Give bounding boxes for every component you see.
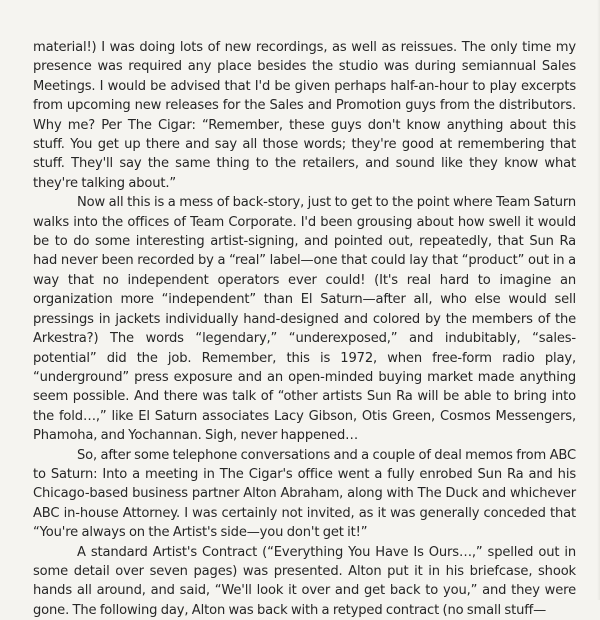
paragraph-3: So, after some telephone conversations and a couple of deal memos from ABC to Saturn: Into a meeting in The Cigar's office went a fully enrobed Sun Ra and his Chicago-based business partner Alton Abraham, along with The Duck and whichever ABC in-house Attorney. I was certainly not invited, as it was generally conceded that “You're always on the Artist's side—you don't get it!” [33, 447, 576, 541]
paragraph-1: material!) I was doing lots of new recordings, as well as reissues. The only time my presence was required any place besides the studio was during semiannual Sales Meetings. I would be advised that I'd be given perhaps half-an-hour to play excerpts from upcoming new releases for the Sales and Promotion guys from the distributors. Why me? Per The Cigar: “Remember, these guys don't know anything about this stuff. You get up there and say all those words; they're good at remembering that stuff. They'll say the same thing to the retailers, and sound like they know what they're talking about.” [33, 40, 576, 191]
paragraph-2: Now all this is a mess of back-story, just to get to the point where Team Saturn walks into the offices of Team Corporate. I'd been grousing about how swell it would be to do some interesting artist-signing, and pointed out, repeatedly, that Sun Ra had never been recorded by a “real” label—one that could lay that “product” out in a way that no independent operators ever could! (It's real hard to imagine an organization more “independent” than El Saturn—after all, who else would sell pressings in jackets individually hand-designed and colored by the members of the Arkestra?) The words “legendary,” “underexposed,” and indubitably, “sales-potential” did the job. Remember, this is 1972, when free-form radio play, “underground” press exposure and an open-minded buying market made anything seem possible. And there was talk of “other artists Sun Ra will be able to bring into the fold…,” like El Saturn associates Lacy Gibson, Otis Green, Cosmos Messengers, Phamoha, and Yochannan. Sigh, never happened… [33, 195, 576, 444]
paragraph-4: A standard Artist's Contract (“Everything You Have Is Ours…,” spelled out in some detail over seven pages) was presented. Alton put it in his briefcase, shook hands all around, and said, “We'll look it over and get back to you,” and they were gone. The following day, Alton was back with a retyped contract (no small stuff— [33, 544, 576, 618]
body-text [33, 38, 576, 620]
